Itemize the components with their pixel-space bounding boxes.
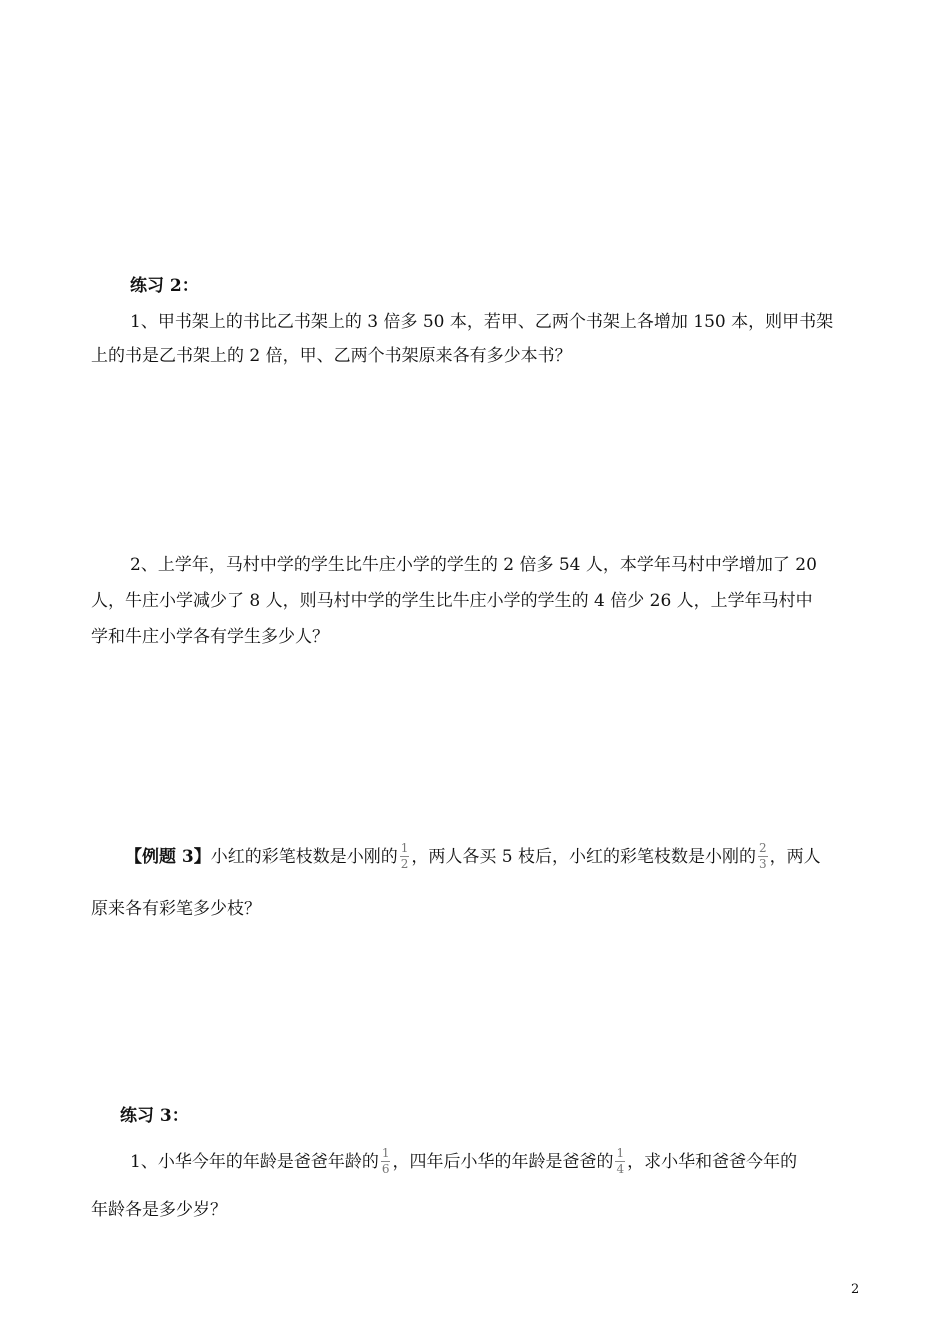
- example-3-line-2: 原来各有彩笔多少枝？: [91, 899, 261, 919]
- practice-2-heading: 练习 2：: [130, 276, 199, 296]
- practice-3-q1-line-2: 年龄各是多少岁？: [91, 1200, 227, 1220]
- example-3-text-3: ，两人: [769, 847, 821, 867]
- practice-2-q1-line-1: 1、甲书架上的书比乙书架上的 3 倍多 50 本，若甲、乙两个书架上各增加 150 本，则甲书架: [130, 312, 834, 332]
- practice-3-q1-text-2: ，四年后小华的年龄是爸爸的: [392, 1152, 614, 1172]
- example-3-text-1: 小红的彩笔枝数是小刚的: [210, 847, 398, 867]
- fraction-one-sixth: $\frac{1}{6}$: [381, 1146, 390, 1176]
- practice-2-q2-line-3: 学和牛庄小学各有学生多少人？: [91, 627, 329, 647]
- practice-3-heading: 练习 3：: [120, 1106, 189, 1126]
- example-3-line-1: [125, 843, 821, 872]
- fraction-one-half: $\frac{1}{2}$: [400, 841, 409, 871]
- example-3-label: 【例题 3】: [125, 847, 211, 867]
- practice-3-q1-text-1: 1、小华今年的年龄是爸爸年龄的: [130, 1152, 379, 1172]
- fraction-two-thirds: $\frac{2}{3}$: [759, 841, 767, 871]
- practice-2-q2-line-1: 2、上学年，马村中学的学生比牛庄小学的学生的 2 倍多 54 人，本学年马村中学增加了 20: [130, 555, 817, 575]
- practice-2-q1-line-2: 上的书是乙书架上的 2 倍，甲、乙两个书架原来各有多少本书？: [91, 346, 572, 366]
- page-number: 2: [851, 1282, 860, 1297]
- practice-3-q1-line-1: [130, 1148, 797, 1177]
- fraction-one-quarter: $\frac{1}{4}$: [616, 1146, 625, 1176]
- example-3-text-2: ，两人各买 5 枝后，小红的彩笔枝数是小刚的: [411, 847, 757, 867]
- practice-3-q1-text-3: ，求小华和爸爸今年的: [627, 1152, 798, 1172]
- practice-2-q2-line-2: 人，牛庄小学减少了 8 人，则马村中学的学生比牛庄小学的学生的 4 倍少 26 人，上学年马村中: [91, 591, 813, 611]
